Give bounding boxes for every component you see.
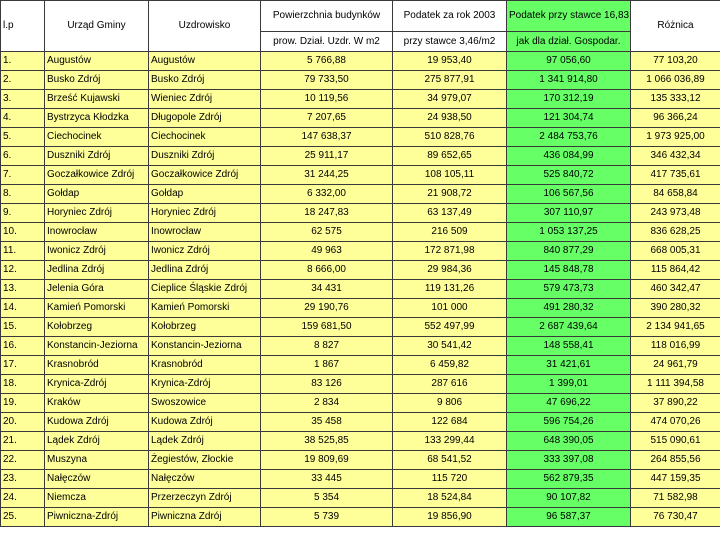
cell-roznica: 346 432,34 [631,147,720,166]
cell-powierzchnia: 83 126 [261,375,393,394]
cell-gmina: Krynica-Zdrój [45,375,149,394]
cell-roznica: 24 961,79 [631,356,720,375]
cell-lp: 13. [1,280,45,299]
cell-podatek: 275 877,91 [393,71,507,90]
cell-gmina: Krasnobród [45,356,149,375]
cell-uzdrowisko: Horyniec Zdrój [149,204,261,223]
cell-uzdrowisko: Żegiestów, Złockie [149,451,261,470]
header-podatek-sub: przy stawce 3,46/m2 [393,32,507,52]
table-row [1,128,720,147]
cell-lp: 15. [1,318,45,337]
cell-uzdrowisko: Przerzeczyn Zdrój [149,489,261,508]
cell-uzdrowisko: Kołobrzeg [149,318,261,337]
cell-stawka: 596 754,26 [507,413,631,432]
cell-lp: 4. [1,109,45,128]
cell-gmina: Muszyna [45,451,149,470]
cell-gmina: Konstancin-Jeziorna [45,337,149,356]
cell-lp: 11. [1,242,45,261]
table-row [1,223,720,242]
cell-roznica: 836 628,25 [631,223,720,242]
cell-uzdrowisko: Krasnobród [149,356,261,375]
cell-podatek: 29 984,36 [393,261,507,280]
cell-lp: 25. [1,508,45,527]
header-powierzchnia-sub: prow. Dział. Uzdr. W m2 [261,32,393,52]
cell-uzdrowisko: Nałęczów [149,470,261,489]
cell-stawka: 491 280,32 [507,299,631,318]
table-row [1,52,720,71]
cell-powierzchnia: 8 827 [261,337,393,356]
cell-roznica: 390 280,32 [631,299,720,318]
cell-podatek: 552 497,99 [393,318,507,337]
cell-roznica: 84 658,84 [631,185,720,204]
cell-roznica: 37 890,22 [631,394,720,413]
cell-podatek: 68 541,52 [393,451,507,470]
cell-stawka: 1 053 137,25 [507,223,631,242]
cell-lp: 20. [1,413,45,432]
cell-lp: 3. [1,90,45,109]
cell-stawka: 170 312,19 [507,90,631,109]
cell-roznica: 1 973 925,00 [631,128,720,147]
cell-powierzchnia: 8 666,00 [261,261,393,280]
cell-podatek: 108 105,11 [393,166,507,185]
cell-gmina: Bystrzyca Kłodzka [45,109,149,128]
cell-gmina: Duszniki Zdrój [45,147,149,166]
cell-podatek: 30 541,42 [393,337,507,356]
cell-powierzchnia: 79 733,50 [261,71,393,90]
header-lp: l.p [1,1,45,52]
cell-powierzchnia: 35 458 [261,413,393,432]
cell-powierzchnia: 147 638,37 [261,128,393,147]
cell-stawka: 840 877,29 [507,242,631,261]
cell-lp: 19. [1,394,45,413]
cell-podatek: 6 459,82 [393,356,507,375]
cell-powierzchnia: 5 354 [261,489,393,508]
cell-stawka: 525 840,72 [507,166,631,185]
cell-stawka: 31 421,61 [507,356,631,375]
cell-lp: 1. [1,52,45,71]
table-row [1,261,720,280]
cell-stawka: 106 567,56 [507,185,631,204]
cell-powierzchnia: 19 809,69 [261,451,393,470]
cell-gmina: Kraków [45,394,149,413]
cell-stawka: 648 390,05 [507,432,631,451]
cell-roznica: 474 070,26 [631,413,720,432]
cell-stawka: 436 084,99 [507,147,631,166]
cell-roznica: 115 864,42 [631,261,720,280]
cell-podatek: 19 856,90 [393,508,507,527]
cell-powierzchnia: 33 445 [261,470,393,489]
cell-roznica: 447 159,35 [631,470,720,489]
cell-powierzchnia: 18 247,83 [261,204,393,223]
cell-podatek: 115 720 [393,470,507,489]
header-powierzchnia: Powierzchnia budynków [261,1,393,32]
table-row [1,508,720,527]
cell-stawka: 97 056,60 [507,52,631,71]
cell-lp: 8. [1,185,45,204]
cell-uzdrowisko: Ciechocinek [149,128,261,147]
cell-powierzchnia: 5 766,88 [261,52,393,71]
cell-podatek: 510 828,76 [393,128,507,147]
cell-lp: 22. [1,451,45,470]
cell-roznica: 1 066 036,89 [631,71,720,90]
cell-roznica: 1 111 394,58 [631,375,720,394]
header-stawka-sub: jak dla dział. Gospodar. [507,32,631,52]
cell-lp: 16. [1,337,45,356]
cell-gmina: Augustów [45,52,149,71]
table-row [1,375,720,394]
cell-stawka: 1 341 914,80 [507,71,631,90]
cell-lp: 9. [1,204,45,223]
cell-powierzchnia: 1 867 [261,356,393,375]
cell-uzdrowisko: Piwniczna Zdrój [149,508,261,527]
cell-powierzchnia: 62 575 [261,223,393,242]
cell-uzdrowisko: Konstancin-Jeziorna [149,337,261,356]
cell-podatek: 119 131,26 [393,280,507,299]
table-row [1,280,720,299]
cell-gmina: Kamień Pomorski [45,299,149,318]
header-uzdrowisko: Uzdrowisko [149,1,261,52]
cell-gmina: Kołobrzeg [45,318,149,337]
cell-stawka: 145 848,78 [507,261,631,280]
header-roznica: Różnica [631,1,720,52]
cell-uzdrowisko: Lądek Zdrój [149,432,261,451]
cell-powierzchnia: 49 963 [261,242,393,261]
cell-uzdrowisko: Kamień Pomorski [149,299,261,318]
cell-gmina: Iwonicz Zdrój [45,242,149,261]
cell-roznica: 118 016,99 [631,337,720,356]
table-row [1,71,720,90]
cell-uzdrowisko: Krynica-Zdrój [149,375,261,394]
cell-roznica: 71 582,98 [631,489,720,508]
cell-lp: 18. [1,375,45,394]
cell-gmina: Jedlina Zdrój [45,261,149,280]
table-row [1,451,720,470]
cell-uzdrowisko: Wieniec Zdrój [149,90,261,109]
header-podatek: Podatek za rok 2003 [393,1,507,32]
cell-stawka: 333 397,08 [507,451,631,470]
cell-powierzchnia: 10 119,56 [261,90,393,109]
cell-podatek: 287 616 [393,375,507,394]
cell-powierzchnia: 25 911,17 [261,147,393,166]
cell-stawka: 2 687 439,64 [507,318,631,337]
cell-powierzchnia: 6 332,00 [261,185,393,204]
cell-uzdrowisko: Długopole Zdrój [149,109,261,128]
cell-roznica: 515 090,61 [631,432,720,451]
cell-gmina: Gołdap [45,185,149,204]
cell-podatek: 19 953,40 [393,52,507,71]
table-row [1,90,720,109]
cell-podatek: 133 299,44 [393,432,507,451]
cell-lp: 6. [1,147,45,166]
cell-lp: 5. [1,128,45,147]
cell-podatek: 18 524,84 [393,489,507,508]
cell-powierzchnia: 7 207,65 [261,109,393,128]
cell-lp: 2. [1,71,45,90]
cell-podatek: 21 908,72 [393,185,507,204]
cell-roznica: 264 855,56 [631,451,720,470]
table-row [1,147,720,166]
cell-gmina: Inowrocław [45,223,149,242]
table-row [1,356,720,375]
table-row [1,299,720,318]
cell-lp: 17. [1,356,45,375]
table-row [1,204,720,223]
table-row [1,166,720,185]
cell-stawka: 562 879,35 [507,470,631,489]
cell-roznica: 96 366,24 [631,109,720,128]
table-row [1,109,720,128]
table-row [1,470,720,489]
cell-uzdrowisko: Jedlina Zdrój [149,261,261,280]
cell-gmina: Goczałkowice Zdrój [45,166,149,185]
header-gmina: Urząd Gminy [45,1,149,52]
cell-uzdrowisko: Swoszowice [149,394,261,413]
table-row [1,318,720,337]
table-row [1,242,720,261]
table-row [1,337,720,356]
table-row [1,413,720,432]
cell-stawka: 47 696,22 [507,394,631,413]
cell-podatek: 89 652,65 [393,147,507,166]
cell-lp: 10. [1,223,45,242]
header-row-1 [1,1,720,32]
cell-podatek: 216 509 [393,223,507,242]
cell-gmina: Nałęczów [45,470,149,489]
cell-powierzchnia: 34 431 [261,280,393,299]
cell-stawka: 148 558,41 [507,337,631,356]
cell-podatek: 172 871,98 [393,242,507,261]
cell-podatek: 101 000 [393,299,507,318]
cell-stawka: 121 304,74 [507,109,631,128]
cell-uzdrowisko: Duszniki Zdrój [149,147,261,166]
cell-lp: 14. [1,299,45,318]
cell-powierzchnia: 5 739 [261,508,393,527]
cell-roznica: 2 134 941,65 [631,318,720,337]
cell-stawka: 2 484 753,76 [507,128,631,147]
cell-gmina: Niemcza [45,489,149,508]
cell-lp: 7. [1,166,45,185]
cell-gmina: Jelenia Góra [45,280,149,299]
cell-powierzchnia: 31 244,25 [261,166,393,185]
cell-powierzchnia: 2 834 [261,394,393,413]
cell-roznica: 135 333,12 [631,90,720,109]
cell-roznica: 668 005,31 [631,242,720,261]
cell-lp: 24. [1,489,45,508]
table-row [1,394,720,413]
cell-powierzchnia: 38 525,85 [261,432,393,451]
cell-uzdrowisko: Kudowa Zdrój [149,413,261,432]
cell-podatek: 122 684 [393,413,507,432]
cell-stawka: 307 110,97 [507,204,631,223]
cell-stawka: 96 587,37 [507,508,631,527]
cell-podatek: 24 938,50 [393,109,507,128]
header-stawka: Podatek przy stawce 16,83 [507,1,631,32]
cell-uzdrowisko: Inowrocław [149,223,261,242]
cell-uzdrowisko: Gołdap [149,185,261,204]
cell-roznica: 77 103,20 [631,52,720,71]
cell-gmina: Lądek Zdrój [45,432,149,451]
cell-powierzchnia: 29 190,76 [261,299,393,318]
cell-uzdrowisko: Busko Zdrój [149,71,261,90]
cell-uzdrowisko: Augustów [149,52,261,71]
cell-podatek: 63 137,49 [393,204,507,223]
table-row [1,185,720,204]
cell-podatek: 9 806 [393,394,507,413]
cell-stawka: 90 107,82 [507,489,631,508]
cell-podatek: 34 979,07 [393,90,507,109]
cell-roznica: 243 973,48 [631,204,720,223]
cell-uzdrowisko: Iwonicz Zdrój [149,242,261,261]
cell-gmina: Busko Zdrój [45,71,149,90]
cell-powierzchnia: 159 681,50 [261,318,393,337]
cell-roznica: 76 730,47 [631,508,720,527]
cell-lp: 12. [1,261,45,280]
cell-gmina: Brześć Kujawski [45,90,149,109]
cell-gmina: Kudowa Zdrój [45,413,149,432]
cell-gmina: Ciechocinek [45,128,149,147]
cell-gmina: Piwniczna-Zdrój [45,508,149,527]
cell-uzdrowisko: Goczałkowice Zdrój [149,166,261,185]
cell-stawka: 579 473,73 [507,280,631,299]
table-row [1,432,720,451]
cell-roznica: 417 735,61 [631,166,720,185]
cell-roznica: 460 342,47 [631,280,720,299]
cell-uzdrowisko: Cieplice Śląskie Zdrój [149,280,261,299]
cell-lp: 23. [1,470,45,489]
cell-stawka: 1 399,01 [507,375,631,394]
table-row [1,489,720,508]
cell-gmina: Horyniec Zdrój [45,204,149,223]
cell-lp: 21. [1,432,45,451]
